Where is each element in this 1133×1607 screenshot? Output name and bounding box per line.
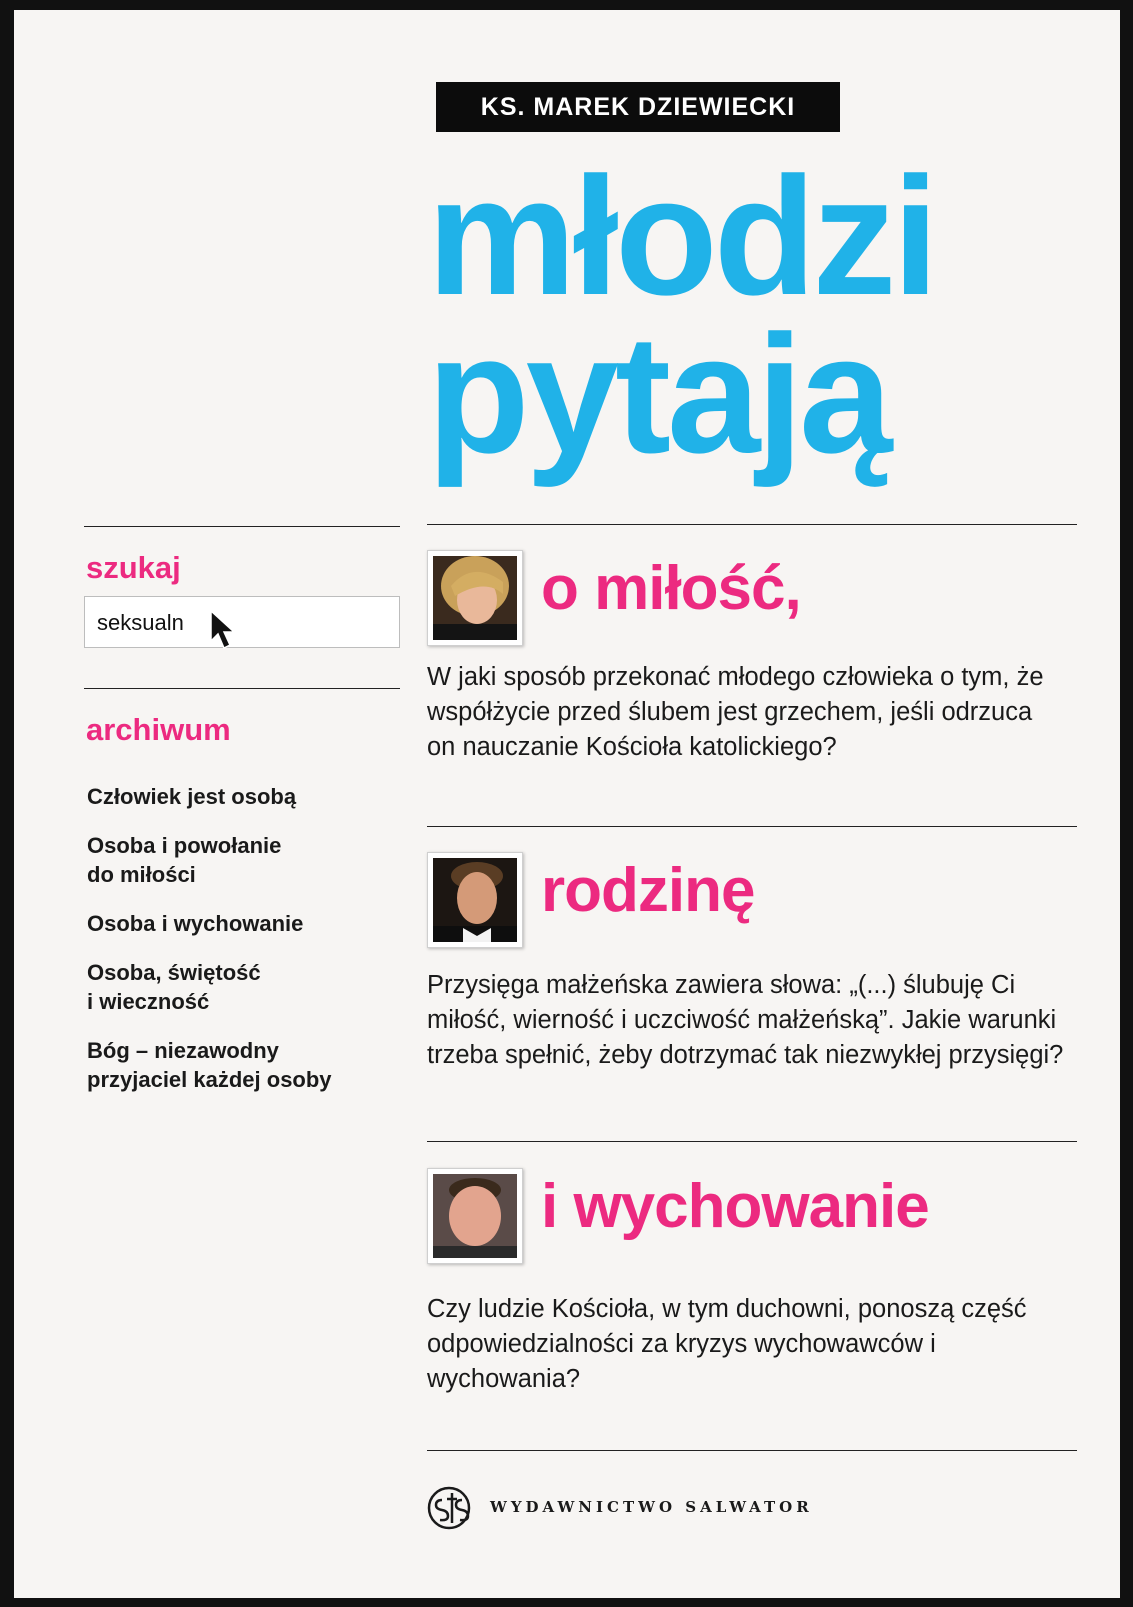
archive-item[interactable]: Osoba i wychowanie xyxy=(87,911,304,936)
archive-item[interactable]: Osoba i powołanie do miłości xyxy=(87,833,282,887)
avatar-boy xyxy=(427,852,523,948)
archive-list xyxy=(87,782,407,1114)
archive-item[interactable]: Człowiek jest osobą xyxy=(87,784,297,809)
search-value: seksualn xyxy=(97,610,184,635)
mouse-pointer-icon xyxy=(209,609,237,651)
section-heading: rodzinę xyxy=(541,856,755,925)
avatar-girl xyxy=(427,550,523,646)
footer-divider xyxy=(427,1450,1077,1451)
section-divider xyxy=(427,1141,1077,1142)
search-label: szukaj xyxy=(86,550,181,585)
section-heading: i wychowanie xyxy=(541,1172,929,1241)
publisher-name: WYDAWNICTWO SALWATOR xyxy=(490,1498,813,1516)
avatar-young-man xyxy=(427,1168,523,1264)
section-question: Czy ludzie Kościoła, w tym duchowni, ponoszą część odpowiedzialności za kryzys wychowawców i wychowania? xyxy=(427,1295,1027,1393)
section-question: W jaki sposób przekonać młodego człowieka o tym, że współżycie przed ślubem jest grzechem, jeśli odrzuca on nauczanie Kościoła katolickiego? xyxy=(427,663,1044,761)
section-divider xyxy=(427,826,1077,827)
search-input[interactable] xyxy=(84,596,400,648)
section-heading: o miłość, xyxy=(541,554,801,623)
section-question: Przysięga małżeńska zawiera słowa: „(...) ślubuję Ci miłość, wierność i uczciwość małżeńską”. Jakie warunki trzeba spełnić, żeby dotrzymać tak niezwykłej przysięgi? xyxy=(427,971,1064,1069)
section-divider xyxy=(427,524,1077,525)
sidebar-divider-top xyxy=(84,526,400,527)
title-line-2: pytają xyxy=(427,300,889,488)
title-line-1: młodzi xyxy=(427,142,935,330)
salwator-logo-icon xyxy=(426,1485,478,1531)
archive-item[interactable]: Bóg – niezawodny przyjaciel każdej osoby xyxy=(87,1038,332,1092)
archive-item[interactable]: Osoba, świętość i wieczność xyxy=(87,960,261,1014)
archive-label: archiwum xyxy=(86,712,231,747)
book-cover xyxy=(14,10,1120,1598)
author-label: KS. MAREK DZIEWIECKI xyxy=(436,82,840,132)
sidebar-divider-bottom xyxy=(84,688,400,689)
